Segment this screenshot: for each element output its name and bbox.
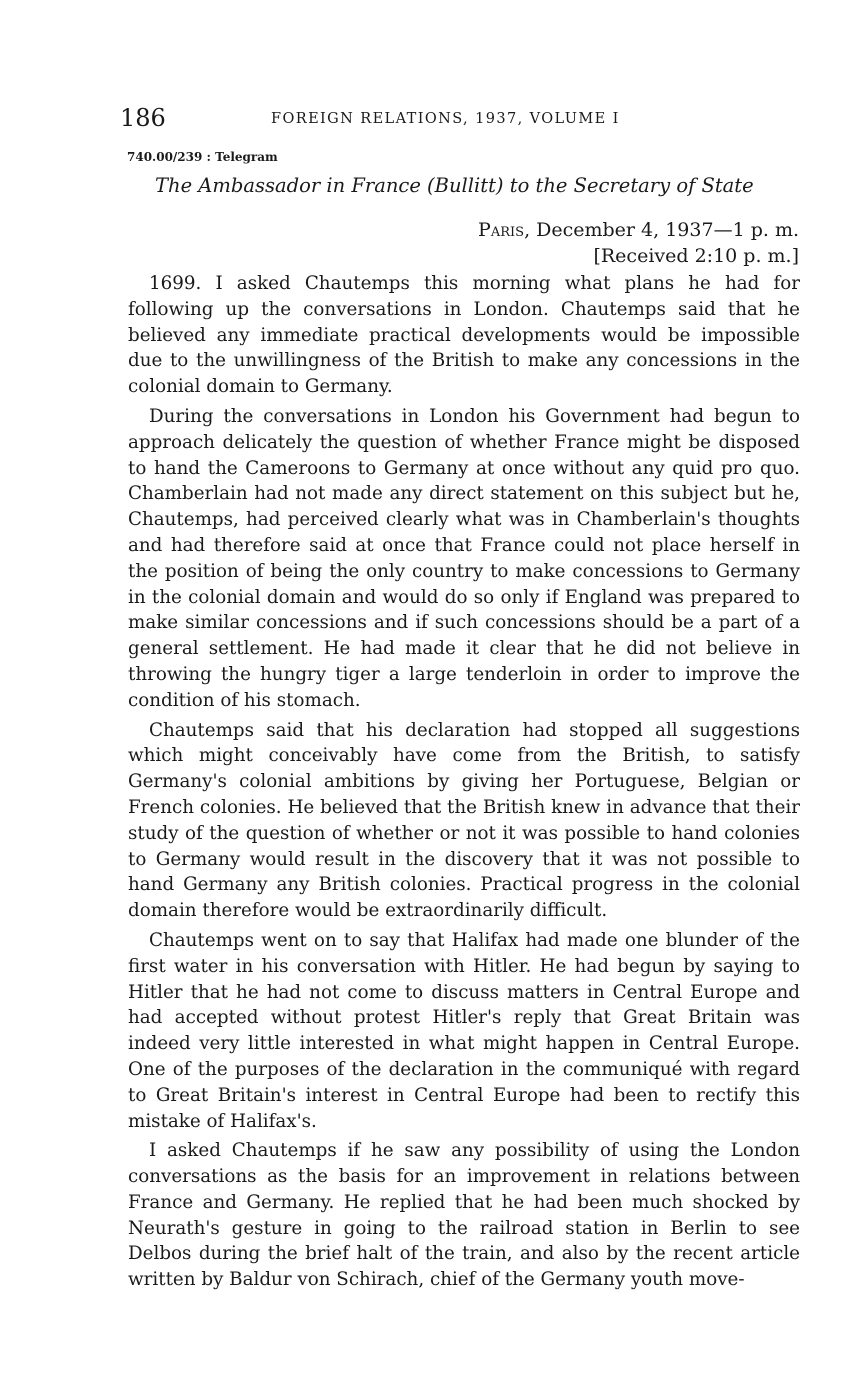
dateline-date-time: , December 4, 1937—1 p. m. [524, 219, 799, 241]
file-reference: 740.00/239 : Telegram [127, 150, 278, 164]
page-number: 186 [120, 104, 166, 132]
document-title: The Ambassador in France (Bullitt) to the Secretary of State [155, 174, 754, 197]
dateline-received: [Received 2:10 p. m.] [593, 245, 799, 267]
dateline [478, 217, 799, 269]
dateline-sent [478, 217, 799, 243]
body-paragraph-4: Chautemps went on to say that Halifax had made one blunder of the first water in his conversation with Hitler. He had begun by saying to Hitler that he had not come to discuss matters in Central Europe and had accepted without protest Hitler's reply that Great Britain was indeed very little interested in what might happen in Central Europe. One of the purposes of the declaration in the communiqué with regard to Great Britain's interest in Central Europe had been to rectify this mistake of Halifax's. [128, 929, 800, 1132]
body-paragraph-5: I asked Chautemps if he saw any possibility of using the London conversations as the basis for an improvement in relations between France and Germany. He replied that he had been much shocked by Neurath's gesture in going to the railroad station in Berlin to see Delbos during the brief halt of the train, and also by the recent article written by Baldur von Schirach, chief of the Germany youth move- [128, 1140, 800, 1291]
body-paragraph-3: Chautemps said that his declaration had stopped all suggestions which might conceivably have come from the British, to satisfy Germany's colonial ambitions by giving her Portuguese, Belgian or French colonies. He believed that the British knew in advance that their study of the question of whether or not it was possible to hand colonies to Germany would result in the discovery that it was not possible to hand Germany any British colonies. Practical progress in the colonial domain therefore would be extraordinarily difficult. [128, 719, 800, 922]
dateline-place: Paris [478, 219, 525, 241]
running-head [120, 103, 660, 133]
body-paragraph-1: 1699. I asked Chautemps this morning what plans he had for following up the conversations in London. Chautemps said that he believed any immediate practical developments would be impossible due to the unwillingness of the British to make any concessions in the colonial domain to Germany. [128, 273, 800, 398]
telegram-body [128, 271, 800, 1297]
body-paragraph-2: During the conversations in London his Government had begun to approach delicately the question of whether France might be disposed to hand the Cameroons to Germany at once without any quid pro quo. Chamberlain had not made any direct statement on this subject but he, Chautemps, had perceived clearly what was in Chamberlain's thoughts and had therefore said at once that France could not place herself in the position of being the only country to make concessions to Germany in the colonial domain and would do so only if England was prepared to make similar concessions and if such concessions should be a part of a general settlement. He had made it clear that he did not believe in throwing the hungry tiger a large tenderloin in order to improve the condition of his stomach. [128, 405, 800, 711]
running-title: FOREIGN RELATIONS, 1937, VOLUME I [271, 111, 620, 127]
